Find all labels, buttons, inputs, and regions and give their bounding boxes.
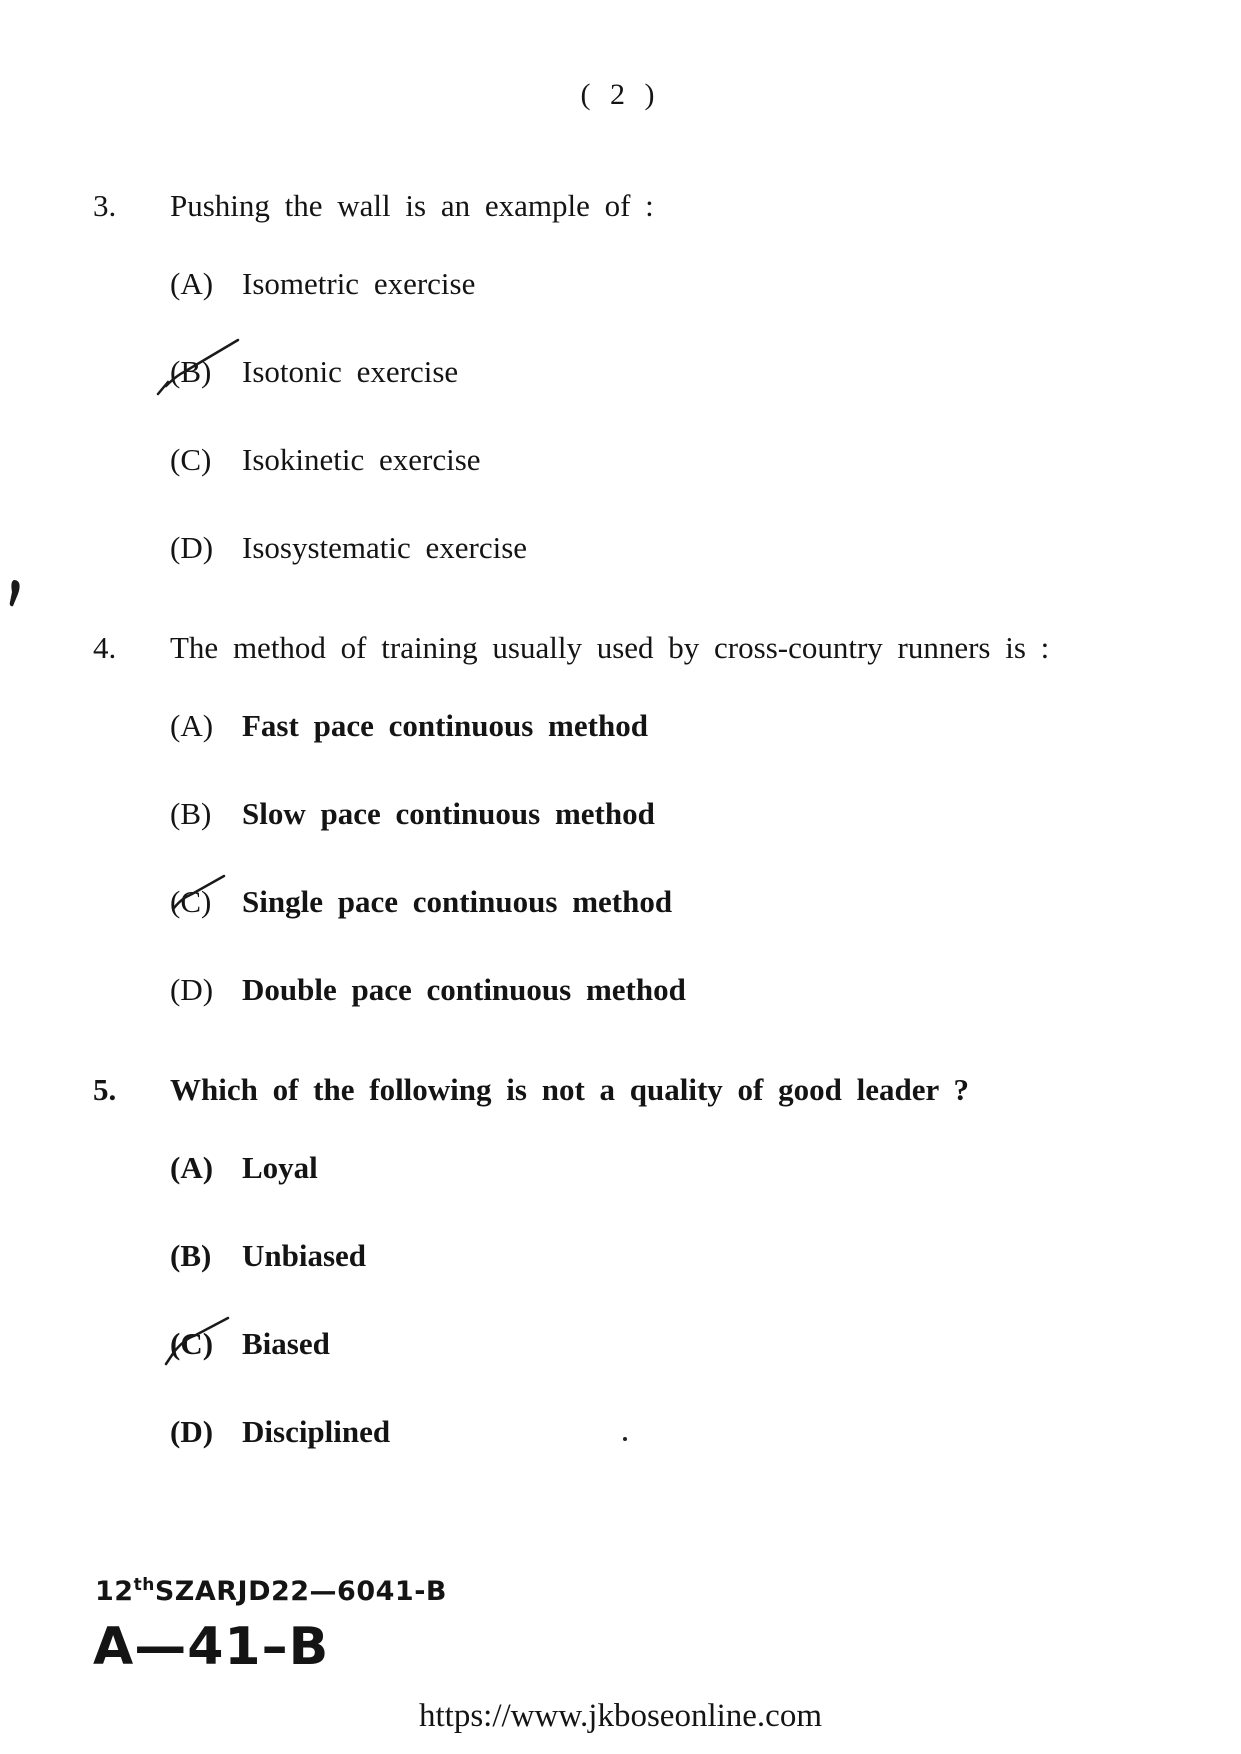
option-d	[170, 972, 1173, 1016]
question-text: The method of training usually used by cross-country runners is :	[170, 630, 1050, 665]
option-text: Isokinetic exercise	[242, 442, 481, 477]
option-text: Double pace continuous method	[242, 972, 686, 1007]
option-text: Isometric exercise	[242, 266, 476, 301]
option-text: Disciplined	[242, 1414, 391, 1449]
question-5	[93, 1072, 1173, 1502]
stray-dot	[623, 1437, 627, 1441]
option-text: Unbiased	[242, 1238, 367, 1273]
question-number: 4.	[93, 630, 117, 665]
paper-code-class: 12	[95, 1576, 134, 1607]
option-c	[170, 442, 1173, 486]
option-letter: (D)	[170, 972, 214, 1007]
option-text: Biased	[242, 1326, 330, 1361]
option-text: Single pace continuous method	[242, 884, 673, 919]
source-url[interactable]: https://www.jkboseonline.com	[419, 1698, 822, 1734]
paper-code	[95, 1575, 447, 1607]
question-number: 5.	[93, 1072, 117, 1107]
option-d	[170, 530, 1173, 574]
option-c	[170, 884, 1173, 928]
set-code: A—41–B	[93, 1617, 330, 1677]
page-number: ( 2 )	[580, 78, 661, 111]
option-text: Slow pace continuous method	[242, 796, 655, 831]
ink-blot-mark	[8, 578, 22, 608]
option-b	[170, 1238, 1173, 1282]
option-letter	[170, 884, 242, 920]
question-4	[93, 630, 1173, 1060]
option-letter-text: (C)	[170, 1326, 214, 1361]
option-letter: (A)	[170, 1150, 214, 1185]
option-d	[170, 1414, 1173, 1458]
option-text: Fast pace continuous method	[242, 708, 648, 743]
question-3	[93, 188, 1173, 618]
option-letter	[170, 1326, 242, 1362]
option-letter: (C)	[170, 442, 212, 477]
option-letter-text: (C)	[170, 884, 212, 919]
question-number: 3.	[93, 188, 117, 223]
option-letter: (B)	[170, 796, 212, 831]
option-a	[170, 266, 1173, 310]
option-letter: (D)	[170, 530, 214, 565]
option-text: Isosystematic exercise	[242, 530, 528, 565]
option-c	[170, 1326, 1173, 1370]
option-letter-text: (B)	[170, 354, 212, 389]
option-a	[170, 1150, 1173, 1194]
option-b	[170, 354, 1173, 398]
option-b	[170, 796, 1173, 840]
option-letter: (A)	[170, 266, 214, 301]
option-text: Isotonic exercise	[242, 354, 459, 389]
question-text: Which of the following is not a quality of good leader ?	[170, 1072, 969, 1107]
option-letter	[170, 354, 242, 390]
question-text: Pushing the wall is an example of :	[170, 188, 654, 223]
option-a	[170, 708, 1173, 752]
option-letter: (D)	[170, 1414, 214, 1449]
paper-code-rest: SZARJD22—6041-B	[154, 1576, 447, 1607]
option-text: Loyal	[242, 1150, 318, 1185]
option-letter: (B)	[170, 1238, 212, 1273]
paper-code-sup: th	[133, 1575, 155, 1595]
option-letter: (A)	[170, 708, 214, 743]
